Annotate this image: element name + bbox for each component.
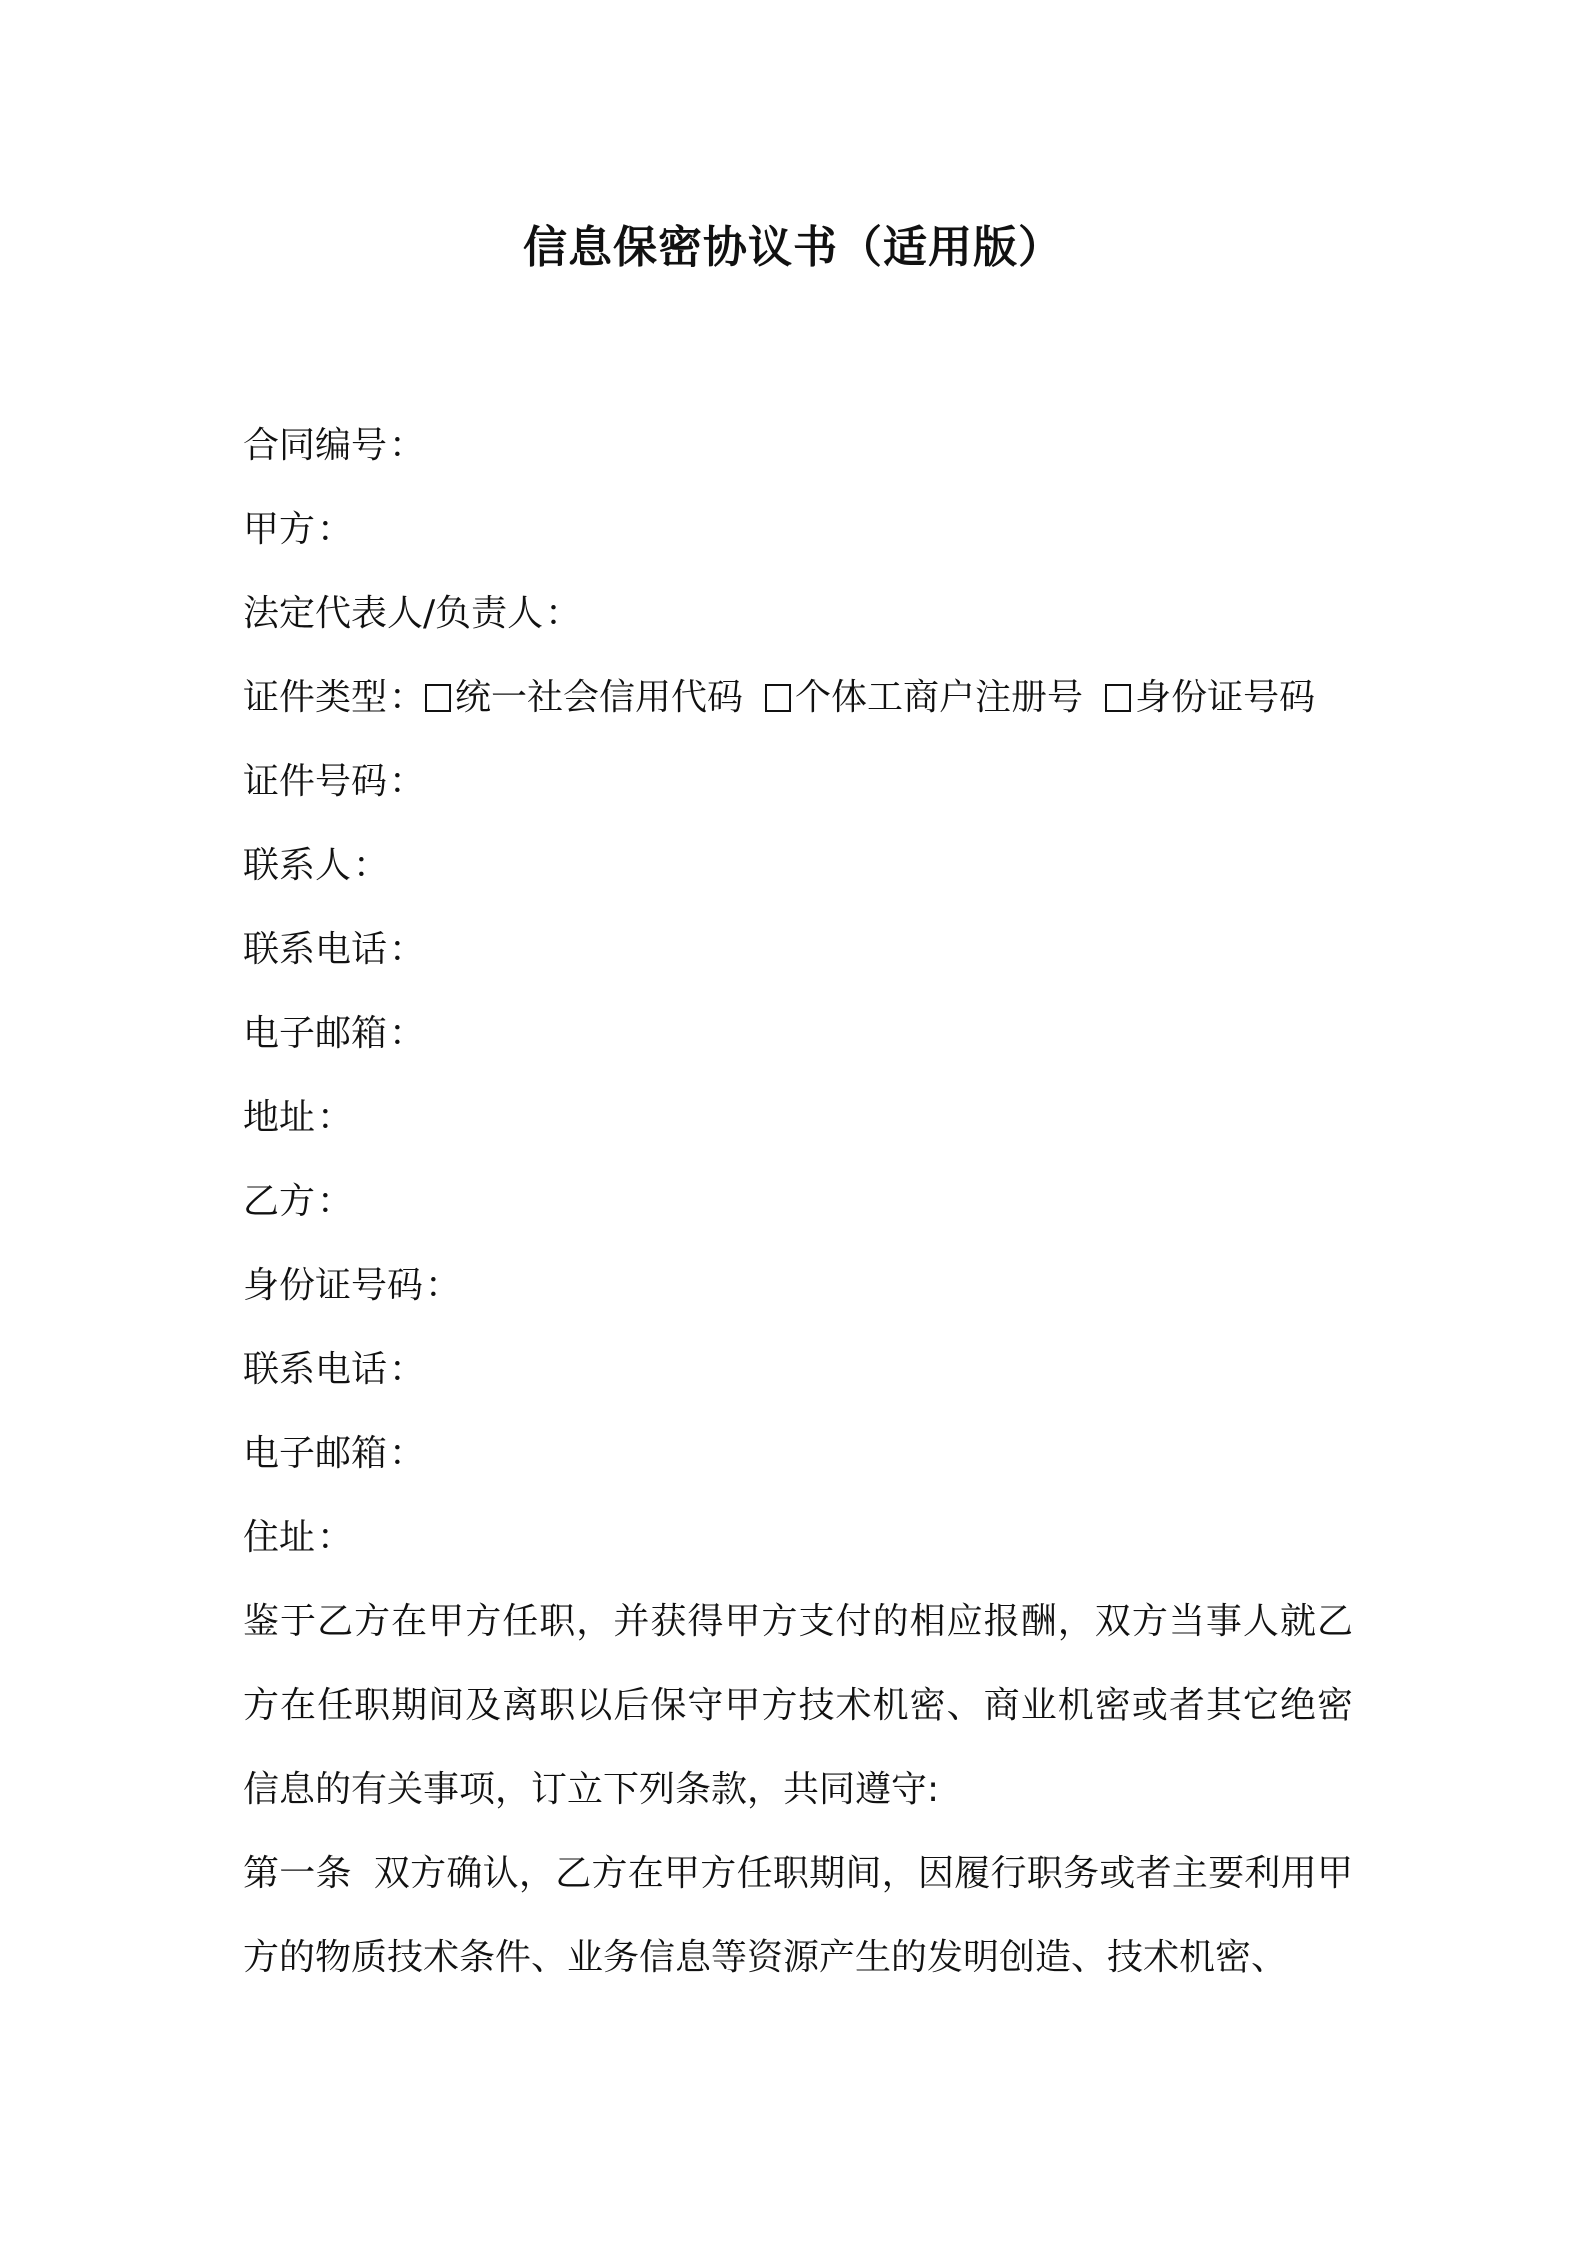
field-label: 联系电话: [243, 929, 388, 970]
document-body: [243, 404, 1353, 2000]
field-label: 地址: [243, 1097, 316, 1138]
document-title: 信息保密协议书（适用版）: [523, 222, 1063, 273]
preamble-paragraph: 鉴于乙方在甲方任职，并获得甲方支付的相应报酬，双方当事人就乙方在任职期间及离职以后保守甲方技术机密、商业机密或者其它绝密信息的有关事项，订立下列条款，共同遵守:: [243, 1601, 1353, 1810]
field-label: 身份证号码: [243, 1265, 424, 1306]
field-contract-number: 合同编号：: [243, 425, 426, 466]
field-label: 合同编号: [243, 425, 388, 466]
field-label: 联系人: [243, 845, 352, 886]
field-label: 证件号码: [243, 761, 388, 802]
checkbox-icon[interactable]: [425, 684, 451, 712]
field-contact-person: 联系人：: [243, 845, 390, 886]
field-party-a: 甲方：: [243, 509, 354, 550]
field-party-b-residence: 住址：: [243, 1517, 354, 1558]
article-1-paragraph: [243, 1832, 1353, 2000]
field-label: 甲方: [243, 509, 316, 550]
field-id-number: 证件号码：: [243, 761, 426, 802]
id-type-option-business-registration[interactable]: [765, 656, 1083, 740]
field-id-type: 证件类型： 统一社会信用代码 个体工商户注册号 身份证号码: [243, 656, 1353, 740]
option-label: 统一社会信用代码: [455, 677, 744, 718]
checkbox-icon[interactable]: [765, 684, 791, 712]
option-label: 个体工商户注册号: [795, 677, 1084, 718]
id-type-option-id-card[interactable]: [1105, 656, 1315, 740]
field-party-b: 乙方：: [243, 1181, 354, 1222]
field-party-a-email: 电子邮箱：: [243, 1013, 426, 1054]
field-party-a-address: 地址：: [243, 1097, 354, 1138]
field-party-a-phone: 联系电话：: [243, 929, 426, 970]
field-label: 住址: [243, 1517, 316, 1558]
checkbox-icon[interactable]: [1105, 684, 1131, 712]
field-party-b-email: 电子邮箱：: [243, 1433, 426, 1474]
field-label: 乙方: [243, 1181, 316, 1222]
article-text: 双方确认，乙方在甲方任职期间，因履行职务或者主要利用甲方的物质技术条件、业务信息等资源产生的发明创造、技术机密、: [243, 1853, 1353, 1978]
field-party-b-id-number: 身份证号码：: [243, 1265, 462, 1306]
field-legal-representative: 法定代表人/负责人：: [243, 593, 582, 634]
field-label: 电子邮箱: [243, 1013, 388, 1054]
field-label: 联系电话: [243, 1349, 388, 1390]
field-label: 法定代表人/负责人: [243, 593, 544, 634]
field-label: 证件类型: [243, 677, 388, 718]
option-label: 身份证号码: [1135, 677, 1316, 718]
article-number: 第一条: [243, 1853, 352, 1894]
id-type-option-credit-code[interactable]: [425, 656, 743, 740]
field-party-b-phone: 联系电话：: [243, 1349, 426, 1390]
field-label: 电子邮箱: [243, 1433, 388, 1474]
